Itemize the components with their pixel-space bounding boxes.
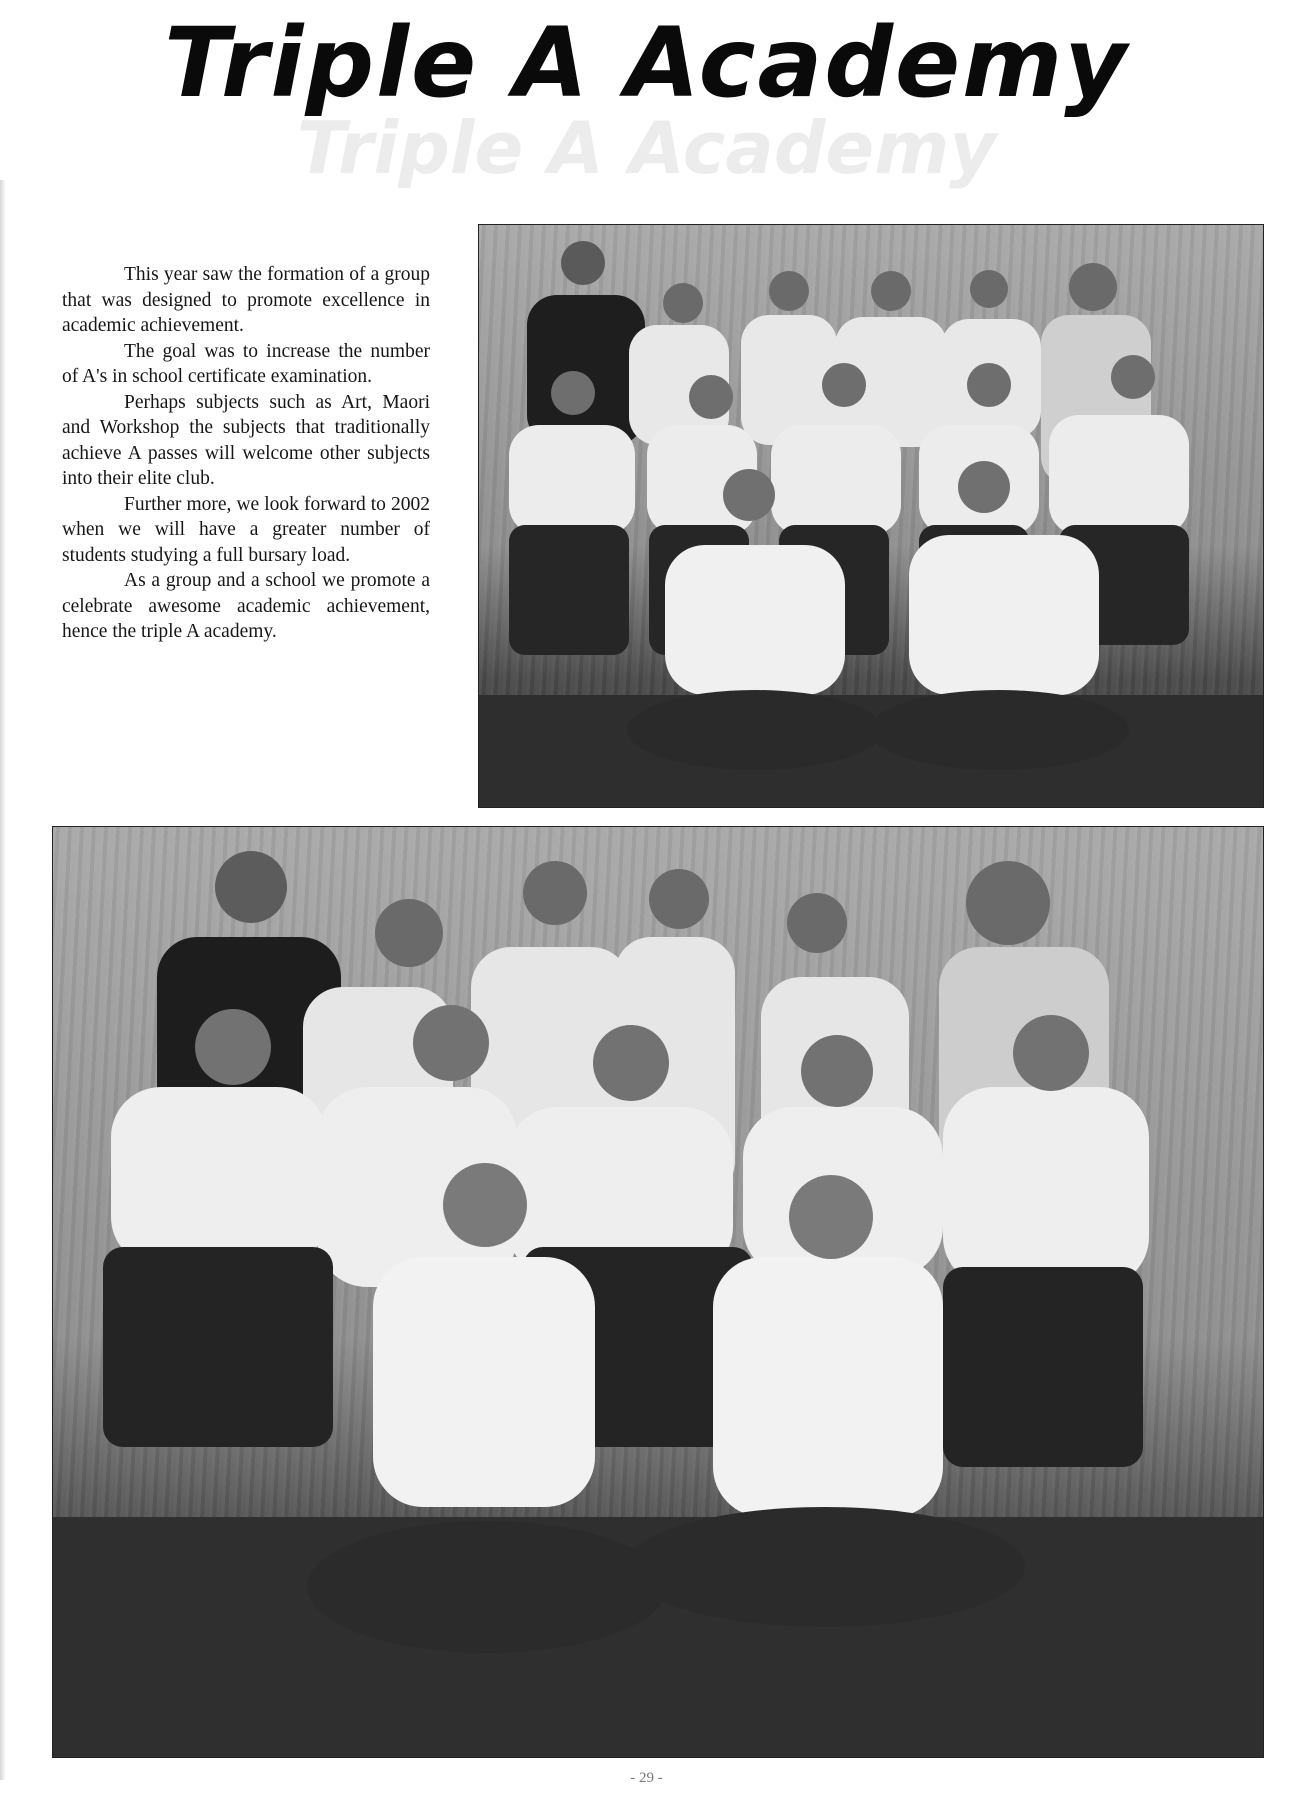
intro-paragraph: The goal was to increase the number of A's in school certificate examination. (62, 340, 430, 387)
intro-paragraph: This year saw the formation of a group that was designed to promote excellence in academic achievement. (62, 264, 430, 336)
page-edge-shadow (0, 180, 6, 1780)
intro-paragraph: As a group and a school we promote a celebrate awesome academic achievement, hence the triple A academy. (62, 570, 430, 642)
group-photo-formal (478, 224, 1264, 808)
intro-paragraph: Perhaps subjects such as Art, Maori and Workshop the subjects that traditionally achieve A passes will welcome other subjects into their elite club. (62, 391, 430, 489)
group-photo-formal-figures (479, 225, 1263, 807)
title-bleed-through: Triple A Academy (296, 106, 997, 190)
page-title: Triple A Academy (164, 7, 1129, 119)
group-photo-candid (52, 826, 1264, 1758)
intro-paragraph: Further more, we look forward to 2002 when we will have a greater number of students studying a full bursary load. (62, 493, 430, 566)
intro-text (62, 262, 430, 645)
group-photo-candid-figures (53, 827, 1263, 1757)
page-number: - 29 - (630, 1770, 663, 1786)
